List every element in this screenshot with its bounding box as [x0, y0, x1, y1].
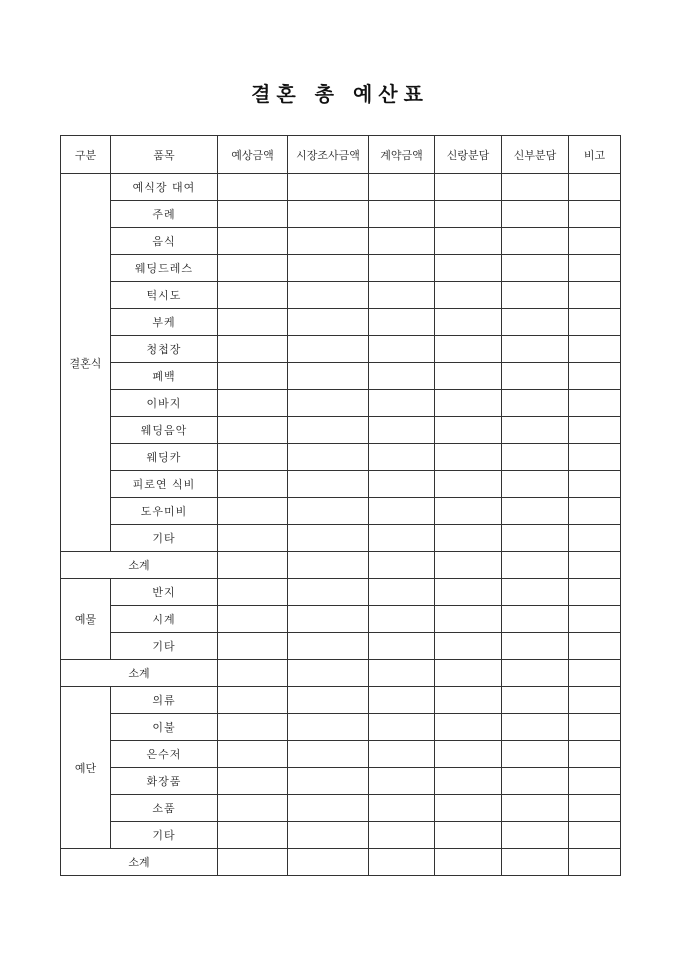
notes-cell[interactable]	[569, 795, 621, 822]
item-cell: 웨딩음악	[111, 417, 218, 444]
groom-share-cell[interactable]	[435, 795, 502, 822]
market-research-amount-cell[interactable]	[288, 741, 369, 768]
header-market-research-amount: 시장조사금액	[288, 136, 369, 174]
bride-share-cell[interactable]	[502, 363, 569, 390]
contract-amount-cell[interactable]	[369, 174, 435, 201]
estimated-amount-cell[interactable]	[218, 444, 288, 471]
notes-cell[interactable]	[569, 309, 621, 336]
subtotal-market-research-amount-cell[interactable]	[288, 660, 369, 687]
header-notes: 비고	[569, 136, 621, 174]
table-row	[61, 822, 621, 849]
contract-amount-cell[interactable]	[369, 444, 435, 471]
estimated-amount-cell[interactable]	[218, 687, 288, 714]
item-cell: 이바지	[111, 390, 218, 417]
subtotal-groom-share-cell[interactable]	[435, 660, 502, 687]
market-research-amount-cell[interactable]	[288, 201, 369, 228]
contract-amount-cell[interactable]	[369, 525, 435, 552]
item-cell: 기타	[111, 822, 218, 849]
groom-share-cell[interactable]	[435, 228, 502, 255]
table-row	[61, 417, 621, 444]
notes-cell[interactable]	[569, 174, 621, 201]
bride-share-cell[interactable]	[502, 309, 569, 336]
table-row	[61, 525, 621, 552]
bride-share-cell[interactable]	[502, 525, 569, 552]
bride-share-cell[interactable]	[502, 633, 569, 660]
subtotal-label: 소계	[61, 552, 218, 579]
contract-amount-cell[interactable]	[369, 633, 435, 660]
notes-cell[interactable]	[569, 579, 621, 606]
table-row	[61, 633, 621, 660]
notes-cell[interactable]	[569, 255, 621, 282]
bride-share-cell[interactable]	[502, 606, 569, 633]
contract-amount-cell[interactable]	[369, 336, 435, 363]
notes-cell[interactable]	[569, 525, 621, 552]
bride-share-cell[interactable]	[502, 255, 569, 282]
header-category: 구분	[61, 136, 111, 174]
table-row	[61, 714, 621, 741]
table-row	[61, 336, 621, 363]
estimated-amount-cell[interactable]	[218, 498, 288, 525]
groom-share-cell[interactable]	[435, 741, 502, 768]
groom-share-cell[interactable]	[435, 174, 502, 201]
subtotal-estimated-amount-cell[interactable]	[218, 660, 288, 687]
bride-share-cell[interactable]	[502, 498, 569, 525]
contract-amount-cell[interactable]	[369, 498, 435, 525]
item-cell: 기타	[111, 525, 218, 552]
groom-share-cell[interactable]	[435, 417, 502, 444]
header-item: 품목	[111, 136, 218, 174]
estimated-amount-cell[interactable]	[218, 606, 288, 633]
table-row	[61, 795, 621, 822]
header-estimated-amount: 예상금액	[218, 136, 288, 174]
groom-share-cell[interactable]	[435, 525, 502, 552]
groom-share-cell[interactable]	[435, 822, 502, 849]
subtotal-notes-cell[interactable]	[569, 849, 621, 876]
subtotal-bride-share-cell[interactable]	[502, 552, 569, 579]
bride-share-cell[interactable]	[502, 336, 569, 363]
groom-share-cell[interactable]	[435, 633, 502, 660]
market-research-amount-cell[interactable]	[288, 363, 369, 390]
bride-share-cell[interactable]	[502, 741, 569, 768]
subtotal-row	[61, 660, 621, 687]
item-cell: 이불	[111, 714, 218, 741]
groom-share-cell[interactable]	[435, 255, 502, 282]
market-research-amount-cell[interactable]	[288, 633, 369, 660]
item-cell: 턱시도	[111, 282, 218, 309]
bride-share-cell[interactable]	[502, 795, 569, 822]
market-research-amount-cell[interactable]	[288, 687, 369, 714]
groom-share-cell[interactable]	[435, 282, 502, 309]
contract-amount-cell[interactable]	[369, 417, 435, 444]
groom-share-cell[interactable]	[435, 498, 502, 525]
market-research-amount-cell[interactable]	[288, 444, 369, 471]
item-cell: 부케	[111, 309, 218, 336]
contract-amount-cell[interactable]	[369, 795, 435, 822]
header-bride-share: 신부분담	[502, 136, 569, 174]
contract-amount-cell[interactable]	[369, 201, 435, 228]
market-research-amount-cell[interactable]	[288, 174, 369, 201]
groom-share-cell[interactable]	[435, 363, 502, 390]
table-row	[61, 390, 621, 417]
table-row	[61, 255, 621, 282]
market-research-amount-cell[interactable]	[288, 822, 369, 849]
category-cell: 예단	[61, 687, 111, 849]
groom-share-cell[interactable]	[435, 768, 502, 795]
item-cell: 의류	[111, 687, 218, 714]
notes-cell[interactable]	[569, 606, 621, 633]
table-row	[61, 498, 621, 525]
market-research-amount-cell[interactable]	[288, 579, 369, 606]
notes-cell[interactable]	[569, 741, 621, 768]
category-cell: 예물	[61, 579, 111, 660]
bride-share-cell[interactable]	[502, 444, 569, 471]
contract-amount-cell[interactable]	[369, 471, 435, 498]
notes-cell[interactable]	[569, 201, 621, 228]
subtotal-bride-share-cell[interactable]	[502, 660, 569, 687]
item-cell: 기타	[111, 633, 218, 660]
groom-share-cell[interactable]	[435, 390, 502, 417]
subtotal-row	[61, 552, 621, 579]
header-groom-share: 신랑분담	[435, 136, 502, 174]
bride-share-cell[interactable]	[502, 282, 569, 309]
subtotal-market-research-amount-cell[interactable]	[288, 552, 369, 579]
market-research-amount-cell[interactable]	[288, 471, 369, 498]
table-row	[61, 687, 621, 714]
contract-amount-cell[interactable]	[369, 282, 435, 309]
notes-cell[interactable]	[569, 228, 621, 255]
groom-share-cell[interactable]	[435, 201, 502, 228]
subtotal-contract-amount-cell[interactable]	[369, 552, 435, 579]
subtotal-estimated-amount-cell[interactable]	[218, 552, 288, 579]
table-row	[61, 363, 621, 390]
contract-amount-cell[interactable]	[369, 309, 435, 336]
estimated-amount-cell[interactable]	[218, 633, 288, 660]
notes-cell[interactable]	[569, 471, 621, 498]
item-cell: 폐백	[111, 363, 218, 390]
subtotal-contract-amount-cell[interactable]	[369, 849, 435, 876]
subtotal-contract-amount-cell[interactable]	[369, 660, 435, 687]
estimated-amount-cell[interactable]	[218, 795, 288, 822]
table-row	[61, 174, 621, 201]
estimated-amount-cell[interactable]	[218, 363, 288, 390]
groom-share-cell[interactable]	[435, 309, 502, 336]
contract-amount-cell[interactable]	[369, 579, 435, 606]
contract-amount-cell[interactable]	[369, 687, 435, 714]
notes-cell[interactable]	[569, 633, 621, 660]
estimated-amount-cell[interactable]	[218, 390, 288, 417]
bride-share-cell[interactable]	[502, 768, 569, 795]
subtotal-market-research-amount-cell[interactable]	[288, 849, 369, 876]
groom-share-cell[interactable]	[435, 471, 502, 498]
item-cell: 주례	[111, 201, 218, 228]
notes-cell[interactable]	[569, 444, 621, 471]
market-research-amount-cell[interactable]	[288, 417, 369, 444]
market-research-amount-cell[interactable]	[288, 255, 369, 282]
subtotal-bride-share-cell[interactable]	[502, 849, 569, 876]
table-row	[61, 579, 621, 606]
contract-amount-cell[interactable]	[369, 822, 435, 849]
notes-cell[interactable]	[569, 714, 621, 741]
notes-cell[interactable]	[569, 282, 621, 309]
subtotal-estimated-amount-cell[interactable]	[218, 849, 288, 876]
estimated-amount-cell[interactable]	[218, 714, 288, 741]
estimated-amount-cell[interactable]	[218, 228, 288, 255]
market-research-amount-cell[interactable]	[288, 498, 369, 525]
notes-cell[interactable]	[569, 687, 621, 714]
estimated-amount-cell[interactable]	[218, 336, 288, 363]
contract-amount-cell[interactable]	[369, 714, 435, 741]
notes-cell[interactable]	[569, 363, 621, 390]
market-research-amount-cell[interactable]	[288, 309, 369, 336]
subtotal-label: 소계	[61, 660, 218, 687]
table-row	[61, 741, 621, 768]
estimated-amount-cell[interactable]	[218, 471, 288, 498]
item-cell: 웨딩드레스	[111, 255, 218, 282]
estimated-amount-cell[interactable]	[218, 768, 288, 795]
notes-cell[interactable]	[569, 336, 621, 363]
table-row	[61, 768, 621, 795]
table-row	[61, 606, 621, 633]
table-row	[61, 309, 621, 336]
contract-amount-cell[interactable]	[369, 228, 435, 255]
market-research-amount-cell[interactable]	[288, 390, 369, 417]
page-title: 결혼 총 예산표	[251, 82, 429, 106]
estimated-amount-cell[interactable]	[218, 741, 288, 768]
item-cell: 화장품	[111, 768, 218, 795]
estimated-amount-cell[interactable]	[218, 309, 288, 336]
estimated-amount-cell[interactable]	[218, 282, 288, 309]
table-row	[61, 201, 621, 228]
estimated-amount-cell[interactable]	[218, 201, 288, 228]
subtotal-label: 소계	[61, 849, 218, 876]
bride-share-cell[interactable]	[502, 390, 569, 417]
bride-share-cell[interactable]	[502, 174, 569, 201]
bride-share-cell[interactable]	[502, 714, 569, 741]
estimated-amount-cell[interactable]	[218, 822, 288, 849]
groom-share-cell[interactable]	[435, 606, 502, 633]
table-row	[61, 444, 621, 471]
contract-amount-cell[interactable]	[369, 606, 435, 633]
groom-share-cell[interactable]	[435, 687, 502, 714]
header-row	[61, 136, 621, 174]
estimated-amount-cell[interactable]	[218, 525, 288, 552]
estimated-amount-cell[interactable]	[218, 174, 288, 201]
table-row	[61, 228, 621, 255]
bride-share-cell[interactable]	[502, 579, 569, 606]
item-cell: 예식장 대여	[111, 174, 218, 201]
subtotal-notes-cell[interactable]	[569, 552, 621, 579]
contract-amount-cell[interactable]	[369, 255, 435, 282]
market-research-amount-cell[interactable]	[288, 714, 369, 741]
table-row	[61, 471, 621, 498]
notes-cell[interactable]	[569, 822, 621, 849]
contract-amount-cell[interactable]	[369, 741, 435, 768]
bride-share-cell[interactable]	[502, 471, 569, 498]
market-research-amount-cell[interactable]	[288, 336, 369, 363]
market-research-amount-cell[interactable]	[288, 768, 369, 795]
category-cell: 결혼식	[61, 174, 111, 552]
table-row	[61, 282, 621, 309]
item-cell: 시계	[111, 606, 218, 633]
estimated-amount-cell[interactable]	[218, 255, 288, 282]
subtotal-notes-cell[interactable]	[569, 660, 621, 687]
market-research-amount-cell[interactable]	[288, 282, 369, 309]
contract-amount-cell[interactable]	[369, 768, 435, 795]
market-research-amount-cell[interactable]	[288, 795, 369, 822]
item-cell: 은수저	[111, 741, 218, 768]
subtotal-row	[61, 849, 621, 876]
groom-share-cell[interactable]	[435, 579, 502, 606]
groom-share-cell[interactable]	[435, 714, 502, 741]
notes-cell[interactable]	[569, 768, 621, 795]
bride-share-cell[interactable]	[502, 822, 569, 849]
contract-amount-cell[interactable]	[369, 390, 435, 417]
item-cell: 웨딩카	[111, 444, 218, 471]
header-contract-amount: 계약금액	[369, 136, 435, 174]
item-cell: 도우미비	[111, 498, 218, 525]
notes-cell[interactable]	[569, 390, 621, 417]
market-research-amount-cell[interactable]	[288, 525, 369, 552]
bride-share-cell[interactable]	[502, 417, 569, 444]
estimated-amount-cell[interactable]	[218, 579, 288, 606]
market-research-amount-cell[interactable]	[288, 228, 369, 255]
notes-cell[interactable]	[569, 498, 621, 525]
item-cell: 청첩장	[111, 336, 218, 363]
budget-table	[60, 135, 621, 876]
bride-share-cell[interactable]	[502, 228, 569, 255]
item-cell: 피로연 식비	[111, 471, 218, 498]
item-cell: 소품	[111, 795, 218, 822]
item-cell: 반지	[111, 579, 218, 606]
contract-amount-cell[interactable]	[369, 363, 435, 390]
estimated-amount-cell[interactable]	[218, 417, 288, 444]
groom-share-cell[interactable]	[435, 444, 502, 471]
subtotal-groom-share-cell[interactable]	[435, 552, 502, 579]
notes-cell[interactable]	[569, 417, 621, 444]
subtotal-groom-share-cell[interactable]	[435, 849, 502, 876]
item-cell: 음식	[111, 228, 218, 255]
bride-share-cell[interactable]	[502, 201, 569, 228]
bride-share-cell[interactable]	[502, 687, 569, 714]
market-research-amount-cell[interactable]	[288, 606, 369, 633]
groom-share-cell[interactable]	[435, 336, 502, 363]
